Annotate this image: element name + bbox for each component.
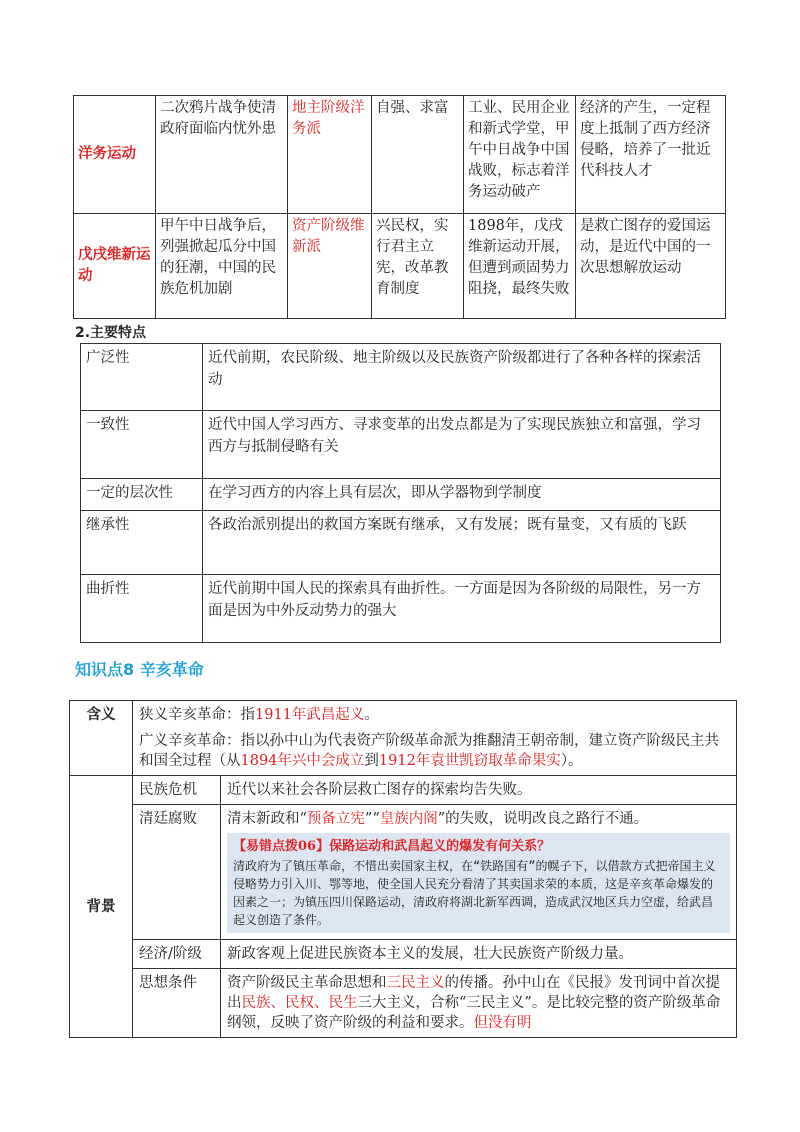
table-row bbox=[81, 344, 721, 411]
feature-text: 各政治派别提出的救国方案既有继承，又有发展；既有量变，又有质的飞跃 bbox=[203, 511, 721, 575]
meaning-text bbox=[133, 701, 737, 776]
table-row bbox=[70, 805, 737, 940]
feature-label: 一致性 bbox=[81, 411, 203, 479]
feature-label: 曲折性 bbox=[81, 575, 203, 643]
knowledge-point-title: 知识点8 辛亥革命 bbox=[75, 660, 204, 679]
table-row bbox=[81, 411, 721, 479]
table-row bbox=[70, 940, 737, 969]
meaning-label: 含义 bbox=[70, 701, 133, 776]
tip-box bbox=[227, 833, 730, 933]
movement-impact: 是救亡图存的爱国运动，是近代中国的一次思想解放运动 bbox=[576, 214, 726, 319]
feature-text: 在学习西方的内容上具有层次，即从学器物到学制度 bbox=[203, 479, 721, 511]
movement-impact: 经济的产生，一定程度上抵制了西方经济侵略，培养了一批近代科技人才 bbox=[576, 96, 726, 214]
thought-label: 思想条件 bbox=[133, 969, 221, 1038]
xinhai-table bbox=[69, 700, 737, 1038]
table-row bbox=[74, 96, 726, 214]
corrupt-label: 清廷腐败 bbox=[133, 805, 221, 940]
table-row bbox=[81, 479, 721, 511]
movement-name: 洋务运动 bbox=[74, 96, 156, 214]
corrupt-cell bbox=[221, 805, 737, 940]
movements-table bbox=[73, 95, 726, 319]
movement-class: 资产阶级维新派 bbox=[288, 214, 372, 319]
corrupt-text: 清末新政和“预备立宪”“皇族内阁”的失败，说明改良之路行不通。 bbox=[227, 811, 649, 827]
feature-text: 近代中国人学习西方、寻求变革的出发点都是为了实现民族独立和富强，学习西方与抵制侵略有关 bbox=[203, 411, 721, 479]
movement-result: 工业、民用企业和新式学堂，甲午中日战争中国战败，标志着洋务运动破产 bbox=[464, 96, 576, 214]
movement-result: 1898年，戊戌维新运动开展，但遭到顽固势力阻挠，最终失败 bbox=[464, 214, 576, 319]
features-table bbox=[80, 343, 721, 643]
feature-label: 一定的层次性 bbox=[81, 479, 203, 511]
movement-proposal: 兴民权，实行君主立宪，改革教育制度 bbox=[372, 214, 464, 319]
narrow-meaning: 狭义辛亥革命：指1911年武昌起义。 bbox=[139, 707, 379, 723]
table-row bbox=[81, 511, 721, 575]
movement-class: 地主阶级洋务派 bbox=[288, 96, 372, 214]
crisis-label: 民族危机 bbox=[133, 776, 221, 805]
table-row bbox=[74, 214, 726, 319]
feature-label: 广泛性 bbox=[81, 344, 203, 411]
movement-background: 二次鸦片战争使清政府面临内忧外患 bbox=[156, 96, 288, 214]
crisis-text: 近代以来社会各阶层救亡图存的探索均告失败。 bbox=[221, 776, 737, 805]
table-row bbox=[70, 701, 737, 776]
econ-text: 新政客观上促进民族资本主义的发展，壮大民族资产阶级力量。 bbox=[221, 940, 737, 969]
feature-text: 近代前期，农民阶级、地主阶级以及民族资产阶级都进行了各种各样的探索活动 bbox=[203, 344, 721, 411]
tip-body: 清政府为了镇压革命，不惜出卖国家主权，在“铁路国有”的幌子下，以借款方式把帝国主义侵略势力引入川、鄂等地，使全国人民充分看清了其卖国求荣的本质，这是辛亥革命爆发的因素之一；为镇压四川保路运动，清政府将湖北新军西调，造成武汉地区兵力空虚，给武昌起义创造了条件。 bbox=[233, 859, 716, 927]
tip-title: 【易错点拨06】保路运动和武昌起义的爆发有何关系？ bbox=[233, 839, 551, 854]
movement-name: 戊戌维新运动 bbox=[74, 214, 156, 319]
movement-background: 甲午中日战争后，列强掀起瓜分中国的狂潮，中国的民族危机加剧 bbox=[156, 214, 288, 319]
table-row bbox=[70, 776, 737, 805]
background-label: 背景 bbox=[70, 776, 133, 1038]
econ-label: 经济/阶级 bbox=[133, 940, 221, 969]
table-row bbox=[70, 969, 737, 1038]
broad-meaning: 广义辛亥革命：指以孙中山为代表资产阶级革命派为推翻清王朝帝制，建立资产阶级民主共和国全过程（从1894年兴中会成立到1912年袁世凯窃取革命果实）。 bbox=[139, 733, 719, 769]
section-title: 2.主要特点 bbox=[75, 325, 147, 341]
table-row bbox=[81, 575, 721, 643]
thought-text: 资产阶级民主革命思想和三民主义的传播。孙中山在《民报》发刊词中首次提出民族、民权、民生三大主义，合称“三民主义”。是比较完整的资产阶级革命纲领，反映了资产阶级的利益和要求。但没有明 bbox=[221, 969, 737, 1038]
feature-text: 近代前期中国人民的探索具有曲折性。一方面是因为各阶级的局限性，另一方面是因为中外反动势力的强大 bbox=[203, 575, 721, 643]
feature-label: 继承性 bbox=[81, 511, 203, 575]
movement-proposal: 自强、求富 bbox=[372, 96, 464, 214]
